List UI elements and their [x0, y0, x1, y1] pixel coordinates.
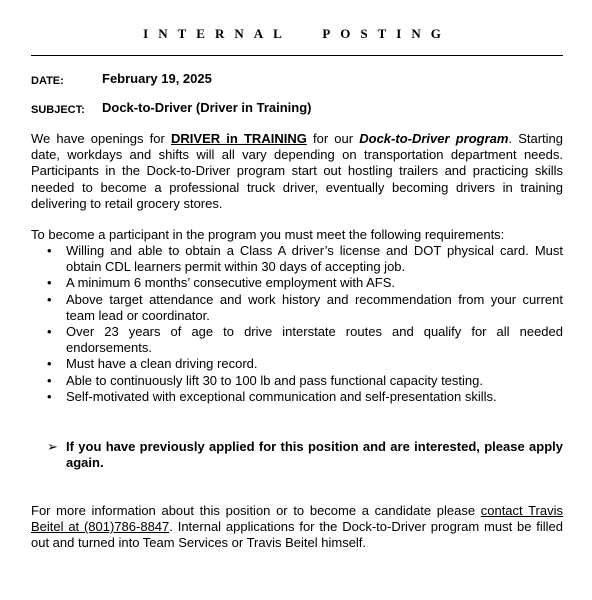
subject-value: Dock-to-Driver (Driver in Training) — [102, 100, 312, 115]
intro-paragraph — [31, 131, 563, 212]
requirements-list — [31, 243, 563, 405]
list-item — [31, 324, 563, 356]
bullet-icon: • — [47, 388, 52, 404]
posting-heading: INTERNAL POSTING — [143, 26, 451, 41]
requirement-text: Over 23 years of age to drive interstate routes and qualify for all needed endorsements. — [66, 324, 563, 356]
requirements-lead: To become a participant in the program you must meet the following requirements: — [31, 227, 505, 242]
list-item — [31, 275, 563, 291]
requirement-text: A minimum 6 months’ consecutive employment with AFS. — [66, 275, 395, 291]
reapply-text: If you have previously applied for this position and are interested, please apply again. — [66, 439, 563, 471]
requirement-text: Able to continuously lift 30 to 100 lb and pass functional capacity testing. — [66, 372, 483, 388]
contact-text-end: . Internal applications for the Dock-to-Driver program must be filled out and turned into Team Services or Travis Beitel himself. — [31, 519, 564, 551]
bullet-icon: • — [47, 356, 52, 372]
date-value: February 19, 2025 — [102, 71, 212, 86]
contact-paragraph — [31, 503, 563, 552]
reapply-callout — [31, 439, 563, 471]
intro-text-start: We have openings for — [31, 131, 172, 146]
bullet-icon: • — [47, 243, 52, 258]
list-item — [31, 243, 563, 275]
role-title: DRIVER in TRAINING — [171, 131, 307, 146]
requirement-text: Must have a clean driving record. — [66, 356, 258, 372]
requirement-text: Above target attendance and work history and recommendation from your current team lead or coordinator. — [66, 291, 563, 323]
requirement-text: Self-motivated with exceptional communication and self-presentation skills. — [66, 388, 497, 404]
posting-document — [31, 0, 563, 600]
intro-text-middle: for our — [306, 131, 360, 146]
contact-text-start: For more information about this position or to become a candidate please — [31, 503, 481, 518]
date-label: DATE: — [31, 75, 64, 87]
list-item — [31, 292, 563, 324]
arrow-bullet-icon: ➢ — [47, 439, 58, 454]
heading-rule — [31, 55, 563, 56]
contact-link[interactable]: contact Travis Beitel at (801)786-8847 — [31, 503, 563, 535]
list-item — [31, 389, 563, 405]
bullet-icon: • — [47, 291, 52, 307]
bullet-icon: • — [47, 372, 52, 388]
requirement-text: Willing and able to obtain a Class A driver’s license and DOT physical card. Must obtain CDL learners permit within 30 days of accepting job. — [66, 243, 563, 275]
intro-text-end: . Starting date, workdays and shifts will all vary depending on transportation department needs. Participants in the Dock-to-Driver program start out hostling trailers and practicing skills needed to become a professional truck driver, eventually becoming drivers in training delivering to retail grocery stores. — [31, 131, 564, 211]
bullet-icon: • — [47, 324, 52, 340]
subject-label: SUBJECT: — [31, 104, 85, 116]
bullet-icon: • — [47, 275, 52, 291]
list-item — [31, 356, 563, 372]
program-name: Dock-to-Driver program — [359, 131, 509, 146]
list-item — [31, 373, 563, 389]
